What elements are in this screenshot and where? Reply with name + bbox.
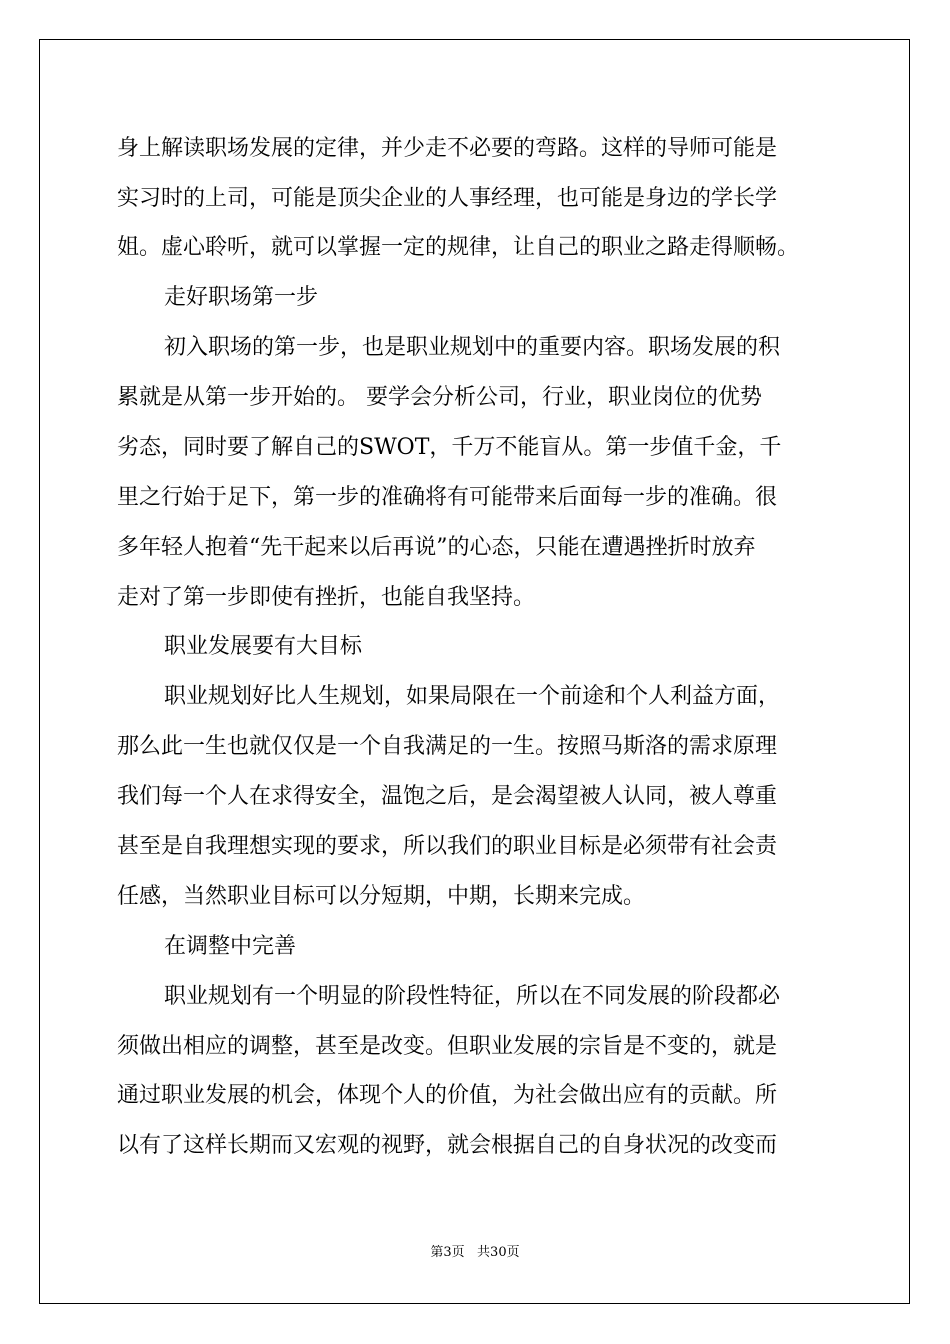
- text-line-15: 甚至是自我理想实现的要求，所以我们的职业目标是必须带有社会责: [117, 834, 778, 859]
- text-line-3: 姐。虚心聆听，就可以掌握一定的规律，让自己的职业之路走得顺畅。: [117, 235, 800, 260]
- text-line-1: 身上解读职场发展的定律，并少走不必要的弯路。这样的导师可能是: [117, 136, 778, 161]
- text-line-16: 任感，当然职业目标可以分短期，中期，长期来完成。: [117, 884, 646, 909]
- text-line-21: 以有了这样长期而又宏观的视野，就会根据自己的自身状况的改变而: [117, 1133, 778, 1158]
- text-line-2: 实习时的上司，可能是顶尖企业的人事经理，也可能是身边的学长学: [117, 186, 778, 211]
- page-border: [39, 39, 910, 1304]
- section-heading-first-step: 走好职场第一步: [164, 285, 319, 310]
- text-line-14: 我们每一个人在求得安全，温饱之后，是会渴望被人认同，被人尊重: [117, 784, 778, 809]
- page-number-footer: 第3页 共30页: [430, 1245, 520, 1260]
- text-line-20: 通过职业发展的机会，体现个人的价值，为社会做出应有的贡献。所: [117, 1083, 778, 1108]
- section-heading-adjust: 在调整中完善: [164, 934, 297, 959]
- text-line-13: 那么此一生也就仅仅是一个自我满足的一生。按照马斯洛的需求原理: [117, 734, 778, 759]
- text-line-18: 职业规划有一个明显的阶段性特征，所以在不同发展的阶段都必: [164, 984, 781, 1009]
- text-line-5: 初入职场的第一步，也是职业规划中的重要内容。职场发展的积: [164, 335, 781, 360]
- section-heading-big-goal: 职业发展要有大目标: [164, 634, 363, 659]
- text-line-8: 里之行始于足下，第一步的准确将有可能带来后面每一步的准确。很: [117, 485, 778, 510]
- text-line-10: 走对了第一步即使有挫折，也能自我坚持。: [117, 585, 536, 610]
- text-line-9: 多年轻人抱着“先干起来以后再说”的心态，只能在遭遇挫折时放弃: [117, 535, 756, 560]
- text-line-12: 职业规划好比人生规划，如果局限在一个前途和个人利益方面，: [164, 684, 781, 709]
- text-line-19: 须做出相应的调整，甚至是改变。但职业发展的宗旨是不变的，就是: [117, 1034, 778, 1059]
- text-line-6: 累就是从第一步开始的。 要学会分析公司，行业，职业岗位的优势: [117, 385, 762, 410]
- text-line-7: 劣态，同时要了解自己的SWOT，千万不能盲从。第一步值千金，千: [117, 435, 782, 460]
